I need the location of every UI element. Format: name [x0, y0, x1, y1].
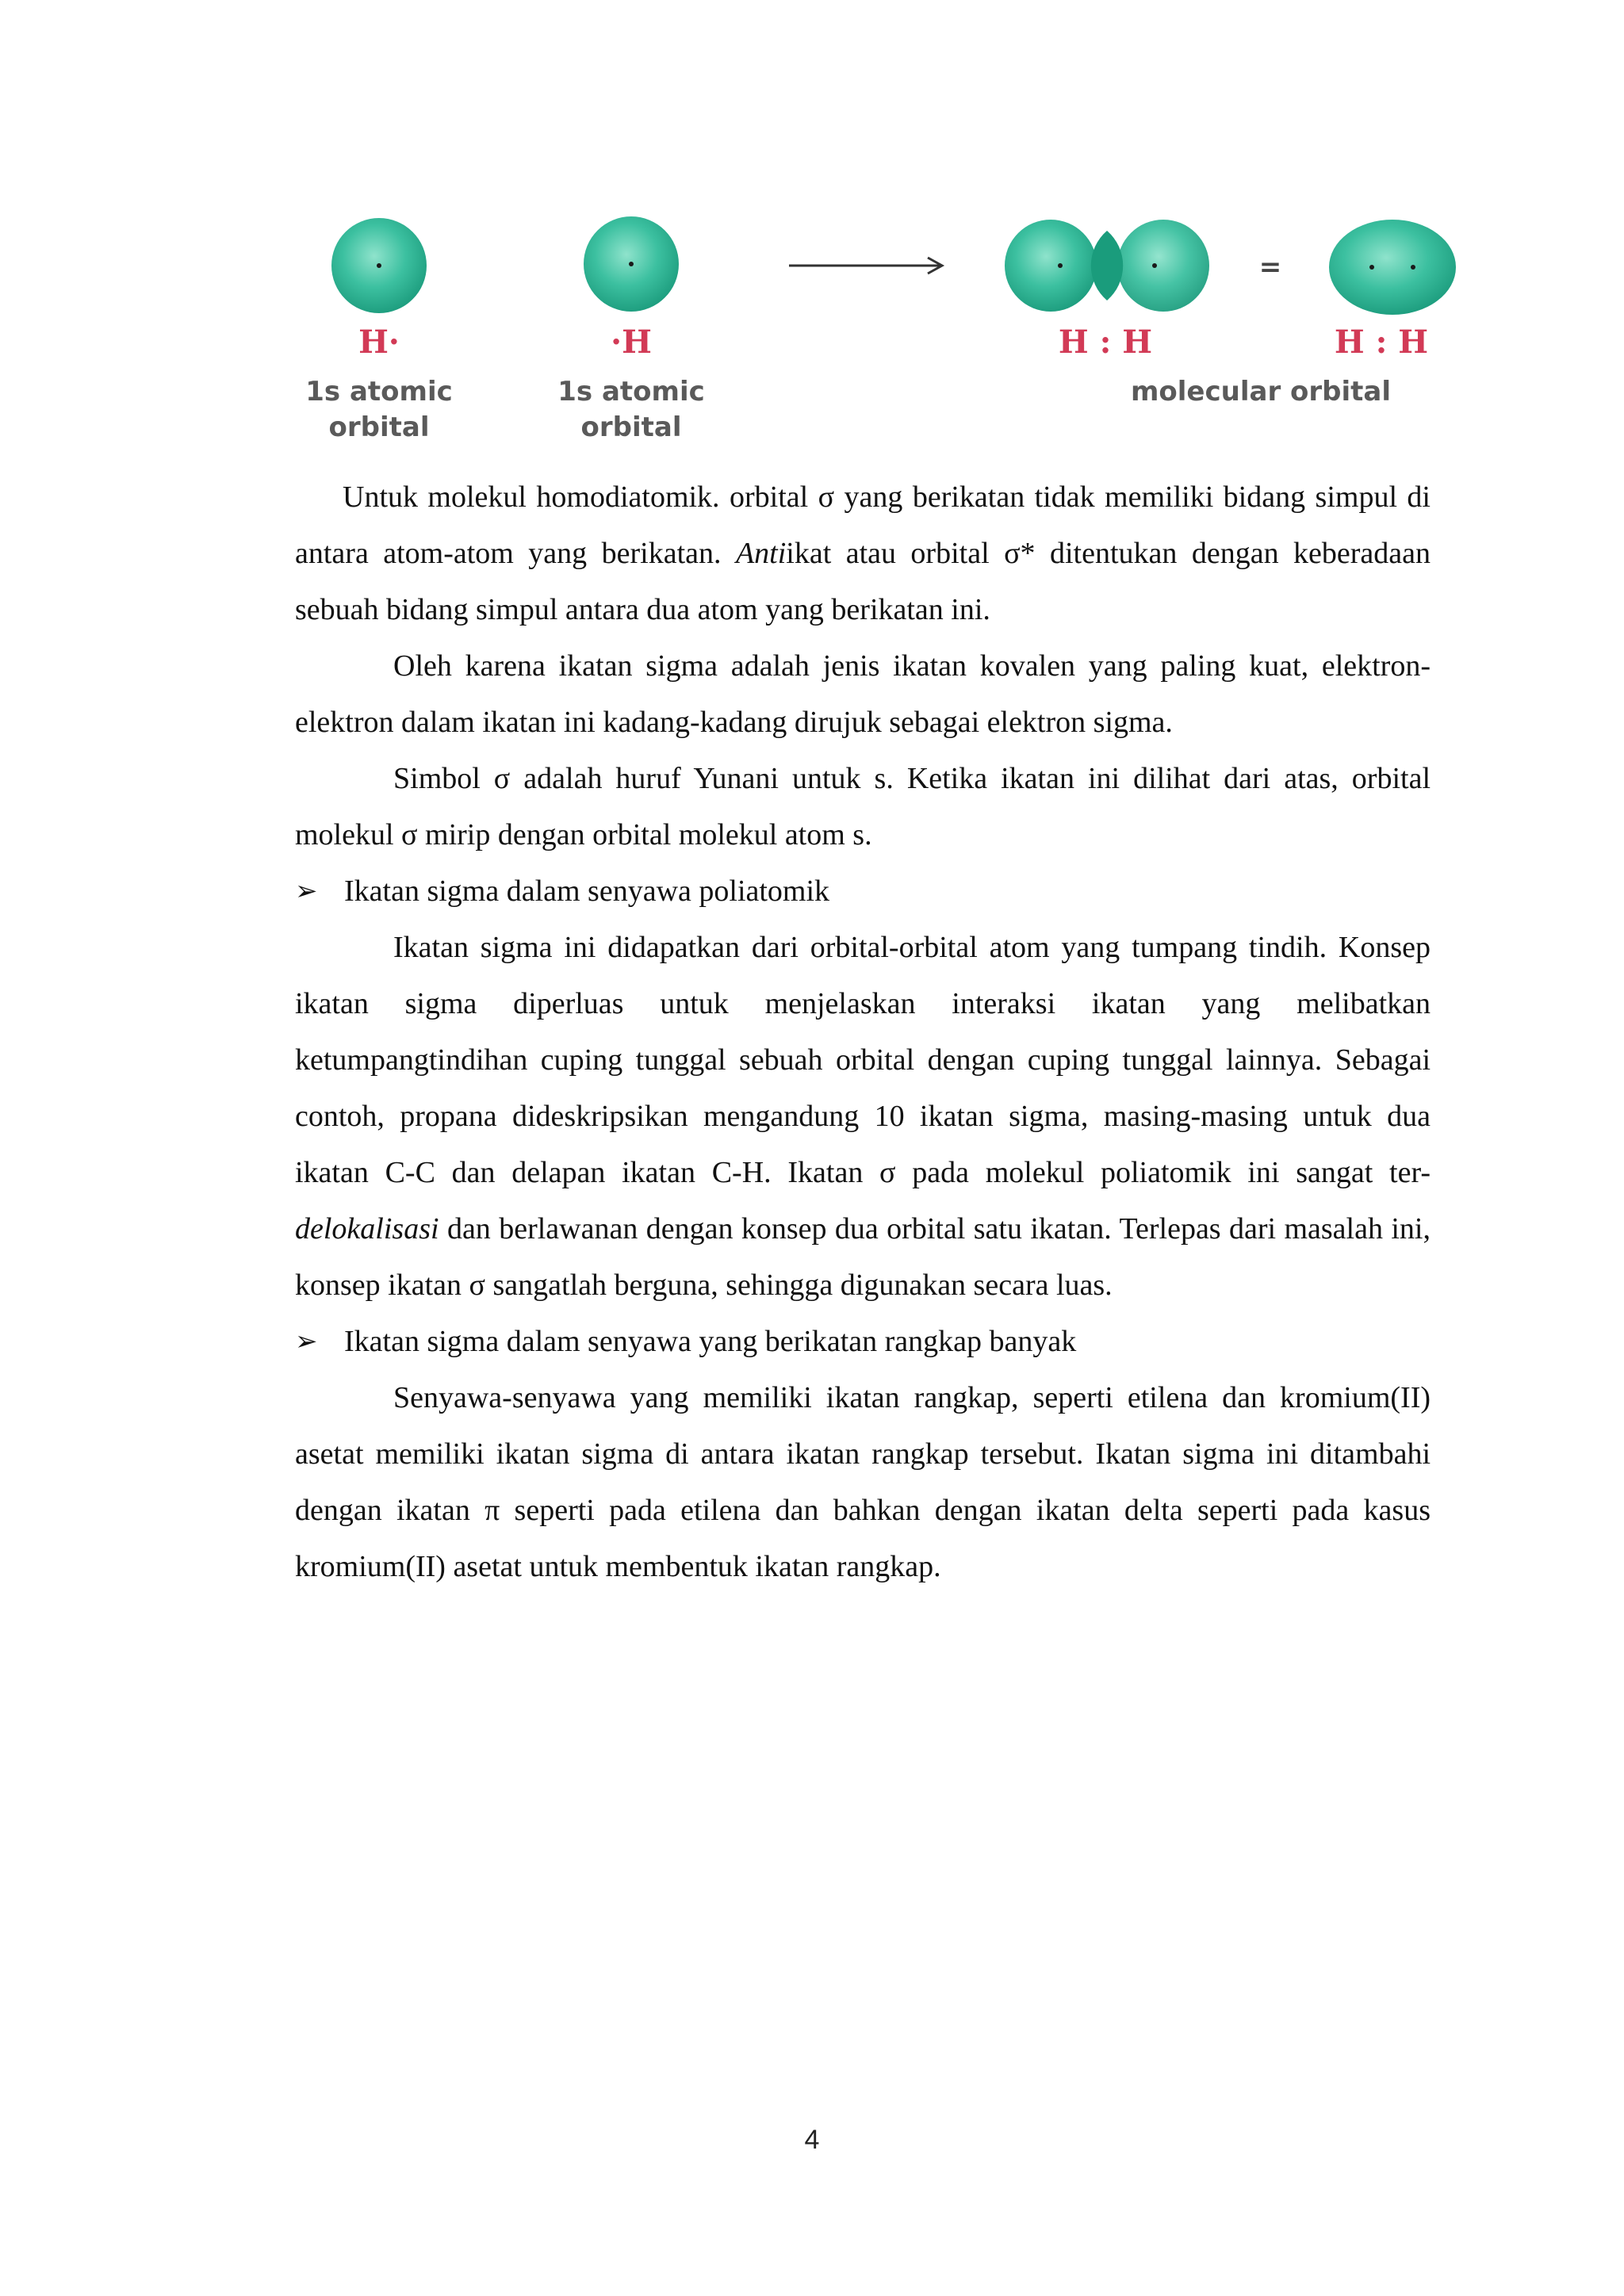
molecular-orbital-caption: molecular orbital: [1130, 376, 1392, 408]
atom-caption-2-line1: 1s atomic: [557, 376, 705, 408]
paragraph-5: Senyawa-senyawa yang memiliki ikatan rangkap, seperti etilena dan kromium(II) asetat memiliki ikatan sigma di antara ikatan rangkap tersebut. Ikatan sigma ini ditambahi dengan ikatan π seperti pada etilena dan bahkan dengan ikatan delta seperti pada kasus kromium(II) asetat untuk membentuk ikatan rangkap.: [295, 1381, 1431, 1583]
arrowhead-bullet-icon: ➢: [295, 875, 318, 907]
paragraph-4-text-b: dan berlawanan dengan konsep dua orbital satu ikatan. Terlepas dari masalah ini, konsep ikatan σ sangatlah berguna, sehingga digunakan secara luas.: [295, 1212, 1431, 1302]
page-number: 4: [804, 2125, 820, 2155]
bullet-item-2: [295, 1314, 1431, 1370]
electron-dot: [377, 263, 381, 268]
atom-caption-1-line2: orbital: [328, 411, 430, 443]
reaction-arrow-icon: [789, 258, 942, 274]
bullet-2-text: Ikatan sigma dalam senyawa yang berikatan rangkap banyak: [344, 1325, 1077, 1358]
electron-dot: [1369, 265, 1374, 270]
electron-dot: [629, 262, 634, 266]
paragraph-4: [295, 920, 1431, 1314]
arrowhead-bullet-icon: ➢: [295, 1326, 318, 1357]
overlapping-orbitals: [1005, 220, 1209, 312]
molecule-label-1: H : H: [1058, 323, 1153, 361]
bullet-1-text: Ikatan sigma dalam senyawa poliatomik: [344, 874, 830, 908]
h-atom-label-1: H·: [358, 323, 400, 361]
paragraph-4-text-a: Ikatan sigma ini didapatkan dari orbital-orbital atom yang tumpang tindih. Konsep ikatan sigma diperluas untuk menjelaskan interaksi ikatan yang melibatkan ketumpangtindihan cuping tunggal sebuah orbital dengan cuping tunggal lainnya. Sebagai contoh, propana dideskripsikan mengandung 10 ikatan sigma, masing-masing untuk dua ikatan C-C dan delapan ikatan C-H. Ikatan σ pada molekul poliatomik ini sangat ter-: [295, 931, 1431, 1189]
paragraph-1: [295, 469, 1431, 638]
orbital-figure: [301, 202, 1475, 464]
equals-sign: =: [1258, 251, 1282, 283]
atom-caption-2-line2: orbital: [580, 411, 682, 443]
body-text: [295, 469, 1431, 1595]
bullet-item-1: [295, 863, 1431, 920]
molecule-label-2: H : H: [1334, 323, 1429, 361]
paragraph-4-italic: delokalisasi: [295, 1212, 439, 1246]
orbital-diagram: [301, 202, 1475, 464]
electron-dot: [1411, 265, 1415, 270]
h-atom-label-2: ·H: [611, 323, 652, 361]
paragraph-1-text: Untuk molekul homodiatomik. orbital σ yang berikatan tidak memiliki bidang simpul di antara atom-atom yang berikatan.: [295, 480, 1431, 570]
paragraph-3: Simbol σ adalah huruf Yunani untuk s. Ketika ikatan ini dilihat dari atas, orbital molekul σ mirip dengan orbital molekul atom s.: [295, 762, 1431, 851]
paragraph-1-rest: ikat atau orbital σ* ditentukan dengan keberadaan sebuah bidang simpul antara dua atom yang berikatan ini.: [295, 537, 1431, 626]
atom-caption-1-line1: 1s atomic: [305, 376, 453, 408]
paragraph-2: Oleh karena ikatan sigma adalah jenis ikatan kovalen yang paling kuat, elektron-elektron dalam ikatan ini kadang-kadang dirujuk sebagai elektron sigma.: [295, 649, 1431, 739]
molecular-orbital: [1329, 220, 1456, 315]
paragraph-1-italic: Anti: [735, 537, 787, 570]
